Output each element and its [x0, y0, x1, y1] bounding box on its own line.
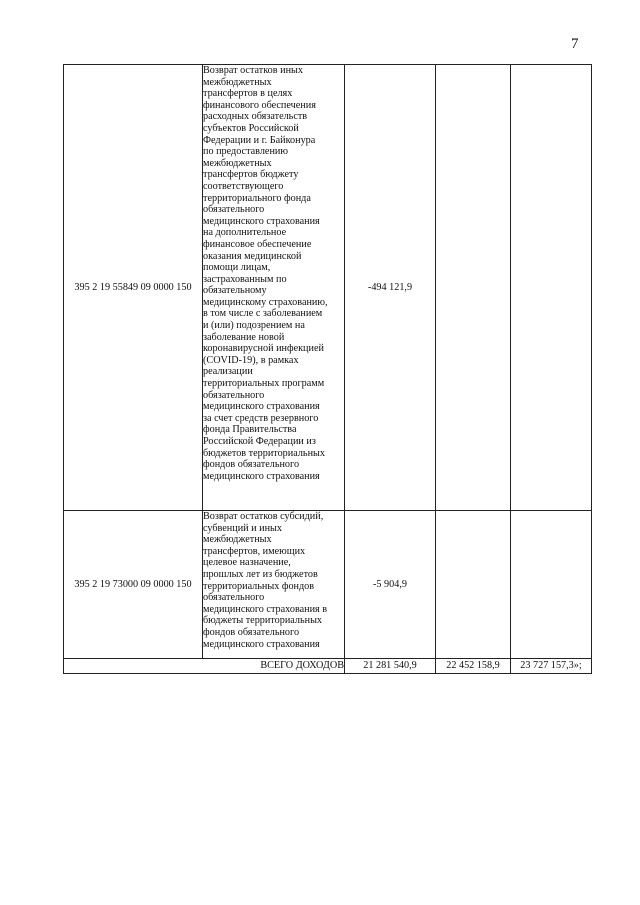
name-line: субвенций и иных	[203, 522, 282, 534]
name-line: коронавирусной инфекцией	[203, 343, 324, 355]
name-line: Федерации и г. Байконура	[203, 134, 316, 146]
total-2023: 23 727 157,3»;	[511, 659, 592, 674]
name-line: трансфертов бюджету	[203, 169, 299, 181]
total-row	[64, 659, 592, 674]
name-line: территориальных фондов	[203, 580, 315, 592]
name-line: территориального фонда	[203, 192, 311, 204]
name-line: за счет средств резервного	[203, 412, 319, 424]
name-line: Возврат остатков субсидий,	[203, 511, 324, 522]
revenue-name	[203, 511, 345, 659]
name-line: обязательного	[203, 204, 265, 216]
budget-code: 395 2 19 73000 09 0000 150	[64, 511, 203, 659]
name-line: межбюджетных	[203, 534, 272, 546]
name-line: помощи лицам,	[203, 262, 271, 274]
name-line: финансовое обеспечение	[203, 238, 312, 250]
budget-code: 395 2 19 55849 09 0000 150	[64, 65, 203, 511]
name-line: трансфертов, имеющих	[203, 545, 306, 557]
name-line: финансового обеспечения	[203, 99, 316, 111]
table-row	[64, 511, 592, 659]
name-line: Возврат остатков иных	[203, 65, 303, 76]
name-line: территориальных программ	[203, 378, 325, 390]
name-line: медицинского страхования	[203, 401, 320, 413]
table-row	[64, 65, 592, 511]
amount-2023	[511, 65, 592, 511]
name-line: Российской Федерации из	[203, 436, 316, 447]
name-line: медицинского страхования	[203, 638, 320, 650]
name-line: обязательному	[203, 285, 267, 297]
name-line: целевое назначение,	[203, 557, 291, 569]
name-line: субъектов Российской	[203, 122, 299, 134]
name-line: медицинского страхования в	[203, 603, 328, 615]
amount-2023	[511, 511, 592, 659]
amount-2022	[436, 65, 511, 511]
name-line: межбюджетных	[203, 157, 272, 169]
name-line: соответствующего	[203, 180, 284, 192]
name-line: расходных обязательств	[203, 111, 308, 123]
name-line: застрахованным по	[203, 273, 287, 285]
name-line: по предоставлению	[203, 146, 288, 158]
revenue-name	[203, 65, 345, 511]
name-line: заболевание новой	[203, 331, 285, 343]
name-line: на дополнительное	[203, 227, 287, 239]
name-line: фондов обязательного	[203, 459, 300, 471]
name-line: обязательного	[203, 592, 265, 604]
total-label: ВСЕГО ДОХОДОВ	[64, 659, 345, 674]
name-line: фондов обязательного	[203, 626, 300, 638]
name-line: бюджетов территориальных	[203, 447, 325, 459]
name-line: межбюджетных	[203, 76, 272, 88]
page-number: 7	[571, 36, 579, 52]
amount-2021: -5 904,9	[345, 511, 436, 659]
name-line: медицинского страхования	[203, 470, 320, 482]
total-2021: 21 281 540,9	[345, 659, 436, 674]
name-line: (COVID-19), в рамках	[203, 354, 299, 366]
name-line: бюджеты территориальных	[203, 615, 323, 627]
name-line: трансфертов в целях	[203, 88, 293, 100]
name-line: прошлых лет из бюджетов	[203, 568, 318, 580]
total-2022: 22 452 158,9	[436, 659, 511, 674]
name-line: и (или) подозрением на	[203, 320, 305, 332]
name-line: оказания медицинской	[203, 250, 302, 262]
name-line: в том числе с заболеванием	[203, 308, 323, 320]
amount-2022	[436, 511, 511, 659]
name-line: медицинскому страхованию,	[203, 296, 328, 308]
name-line: фонда Правительства	[203, 424, 297, 436]
name-line: обязательного	[203, 389, 265, 401]
name-line: медицинского страхования	[203, 215, 320, 227]
name-line: реализации	[203, 366, 253, 378]
revenue-table	[63, 64, 592, 674]
amount-2021: -494 121,9	[345, 65, 436, 511]
